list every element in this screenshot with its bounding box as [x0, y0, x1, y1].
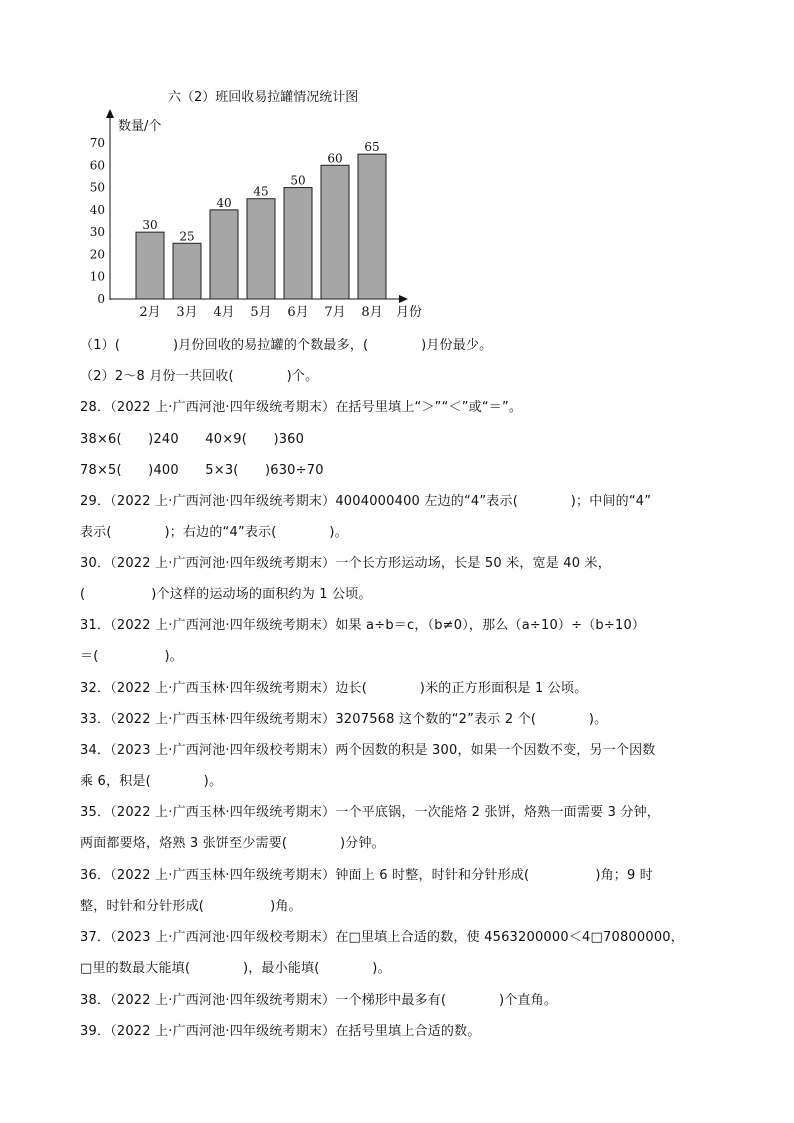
- text-line: 39．（2022 上·广西河池·四年级统考期末）在括号里填上合适的数。: [80, 1024, 481, 1039]
- text-line: 33．（2022 上·广西玉林·四年级统考期末）3207568 这个数的“2”表示 2 个( )。: [80, 712, 608, 727]
- x-tick-label: 2月: [139, 305, 161, 320]
- bar-value-label: 50: [290, 173, 306, 188]
- y-tick-label: 60: [89, 158, 105, 173]
- bar-value-label: 25: [179, 229, 195, 244]
- text-line: 35．（2022 上·广西玉林·四年级统考期末）一个平底锅，一次能烙 2 张饼，烙熟一面需要 3 分钟，: [80, 805, 660, 820]
- x-tick-label: 4月: [213, 305, 235, 320]
- text-line: 表示( )；右边的“4”表示( )。: [80, 525, 348, 540]
- text-line: 乘 6，积是( )。: [80, 774, 223, 789]
- bar: [321, 165, 349, 299]
- text-line: 29．（2022 上·广西河池·四年级统考期末）4004000400 左边的“4”表示( )；中间的“4”: [80, 494, 652, 509]
- text-line: 整，时针和分针形成( )角。: [80, 899, 302, 914]
- x-tick-label: 8月: [361, 305, 383, 320]
- text-line: 两面都要烙，烙熟 3 张饼至少需要( )分钟。: [80, 836, 385, 851]
- text-line: □里的数最大能填( )，最小能填( )。: [80, 961, 391, 976]
- bar-value-label: 60: [327, 151, 343, 166]
- bar: [173, 243, 201, 299]
- y-tick-label: 10: [89, 269, 105, 284]
- text-line: 37．（2023 上·广西河池·四年级校考期末）在□里填上合适的数，使 4563200000＜4□70800000，: [80, 930, 684, 945]
- y-tick-label: 50: [89, 180, 105, 195]
- y-tick-label: 40: [89, 202, 105, 217]
- bar-chart: [80, 82, 440, 327]
- text-line: 36．（2022 上·广西玉林·四年级统考期末）钟面上 6 时整，时针和分针形成( )角；9 时: [80, 868, 654, 883]
- x-axis-arrow: [399, 295, 408, 303]
- text-line: （2）2～8 月份一共回收( )个。: [80, 369, 319, 384]
- text-line: 78×5( )400 5×3( )630÷70: [80, 463, 324, 478]
- y-tick-label: 20: [89, 247, 105, 262]
- chart-title: 六（2）班回收易拉罐情况统计图: [168, 90, 359, 105]
- bar: [210, 210, 238, 299]
- y-axis-arrow: [106, 109, 114, 118]
- bar-value-label: 40: [216, 195, 232, 210]
- bar: [284, 188, 312, 299]
- bar-value-label: 65: [364, 140, 380, 155]
- bar-value-label: 30: [142, 218, 158, 233]
- text-line: 30．（2022 上·广西河池·四年级统考期末）一个长方形运动场，长是 50 米，宽是 40 米，: [80, 556, 611, 571]
- y-tick-label: 70: [89, 136, 105, 150]
- text-line: 31．（2022 上·广西河池·四年级统考期末）如果 a÷b＝c，（b≠0），那么（a÷10）÷（b÷10）: [80, 618, 646, 633]
- bar: [358, 154, 386, 299]
- x-tick-label: 3月: [176, 305, 198, 320]
- text-line: 32．（2022 上·广西玉林·四年级统考期末）边长( )米的正方形面积是 1 公顷。: [80, 681, 588, 696]
- y-axis-label: 数量/个: [118, 119, 162, 134]
- text-line: 38．（2022 上·广西河池·四年级统考期末）一个梯形中最多有( )个直角。: [80, 993, 558, 1008]
- x-tick-label: 7月: [324, 305, 346, 320]
- bar-value-label: 45: [253, 184, 269, 199]
- text-line: ＝( )。: [80, 649, 183, 664]
- text-line: 34．（2023 上·广西河池·四年级校考期末）两个因数的积是 300，如果一个因数不变，另一个因数: [80, 743, 656, 758]
- text-line: （1）( )月份回收的易拉罐的个数最多，( )月份最少。: [80, 338, 493, 353]
- y-tick-label: 0: [97, 292, 105, 306]
- text-line: 28．（2022 上·广西河池·四年级统考期末）在括号里填上“＞”“＜”或“＝”。: [80, 400, 523, 415]
- bar: [136, 232, 164, 299]
- bar: [247, 199, 275, 299]
- text-line: ( )个这样的运动场的面积约为 1 公顷。: [80, 587, 372, 602]
- x-tick-label: 6月: [287, 305, 309, 320]
- text-line: 38×6( )240 40×9( )360: [80, 432, 305, 447]
- y-tick-label: 30: [89, 225, 105, 240]
- x-axis-label: 月份: [396, 305, 423, 320]
- x-tick-label: 5月: [250, 305, 272, 320]
